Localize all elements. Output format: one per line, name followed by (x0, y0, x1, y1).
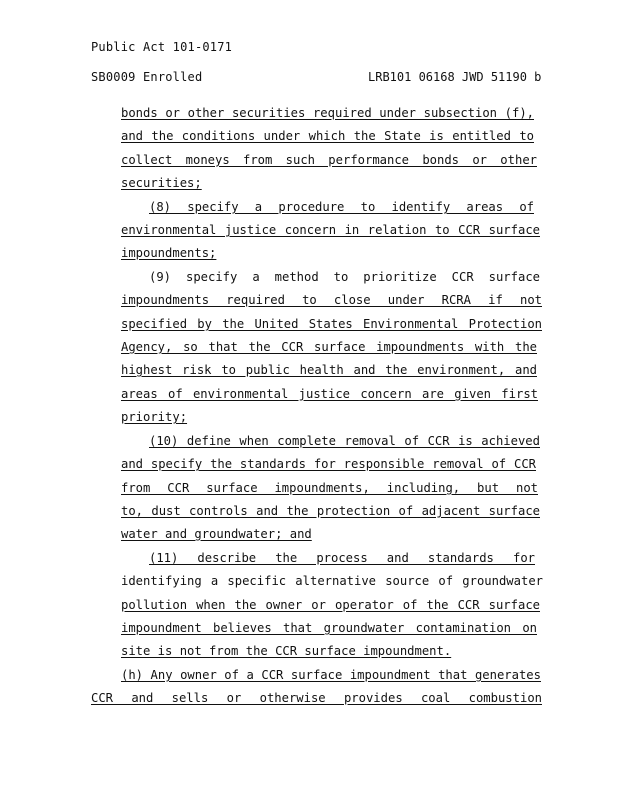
text-line: from CCR surface impoundments, including, but not (121, 481, 538, 495)
text-line: impoundment believes that groundwater contamination on (121, 621, 537, 635)
text-line: securities; (121, 176, 202, 190)
text-line: (8) specify a procedure to identify areas of (149, 200, 534, 214)
text-line: (h) Any owner of a CCR surface impoundment that generates (121, 668, 541, 682)
text-line: impoundments required to close under RCRA if not (121, 293, 542, 307)
text-line: areas of environmental justice concern are given first (121, 387, 538, 401)
text-line: impoundments; (121, 246, 217, 260)
text-line: bonds or other securities required under subsection (f), (121, 106, 534, 120)
text-line: and the conditions under which the State is entitled to (121, 129, 534, 143)
text-line: environmental justice concern in relation to CCR surface (121, 223, 540, 237)
text-line: (9) specify a method to prioritize CCR surface (149, 270, 540, 284)
text-line: identifying a specific alternative source of groundwater (121, 574, 543, 588)
text-line: priority; (121, 410, 188, 424)
public-act-number: Public Act 101-0171 (91, 40, 233, 54)
bill-number: SB0009 Enrolled (91, 70, 203, 84)
text-line: (11) describe the process and standards for (149, 551, 535, 565)
text-line: (10) define when complete removal of CCR is achieved (149, 434, 540, 448)
text-line: and specify the standards for responsible removal of CCR (121, 457, 536, 471)
text-line: site is not from the CCR surface impoundment. (121, 644, 452, 658)
text-line: collect moneys from such performance bonds or other (121, 153, 537, 167)
text-line: to, dust controls and the protection of adjacent surface (121, 504, 540, 518)
text-line: water and groundwater; and (121, 527, 312, 541)
text-line: CCR and sells or otherwise provides coal combustion (91, 691, 542, 705)
text-line: specified by the United States Environmental Protection (121, 317, 542, 331)
text-line: highest risk to public health and the environment, and (121, 363, 537, 377)
text-line: Agency, so that the CCR surface impoundments with the (121, 340, 537, 354)
lrb-reference: LRB101 06168 JWD 51190 b (368, 70, 542, 84)
text-line: pollution when the owner or operator of the CCR surface (121, 598, 540, 612)
